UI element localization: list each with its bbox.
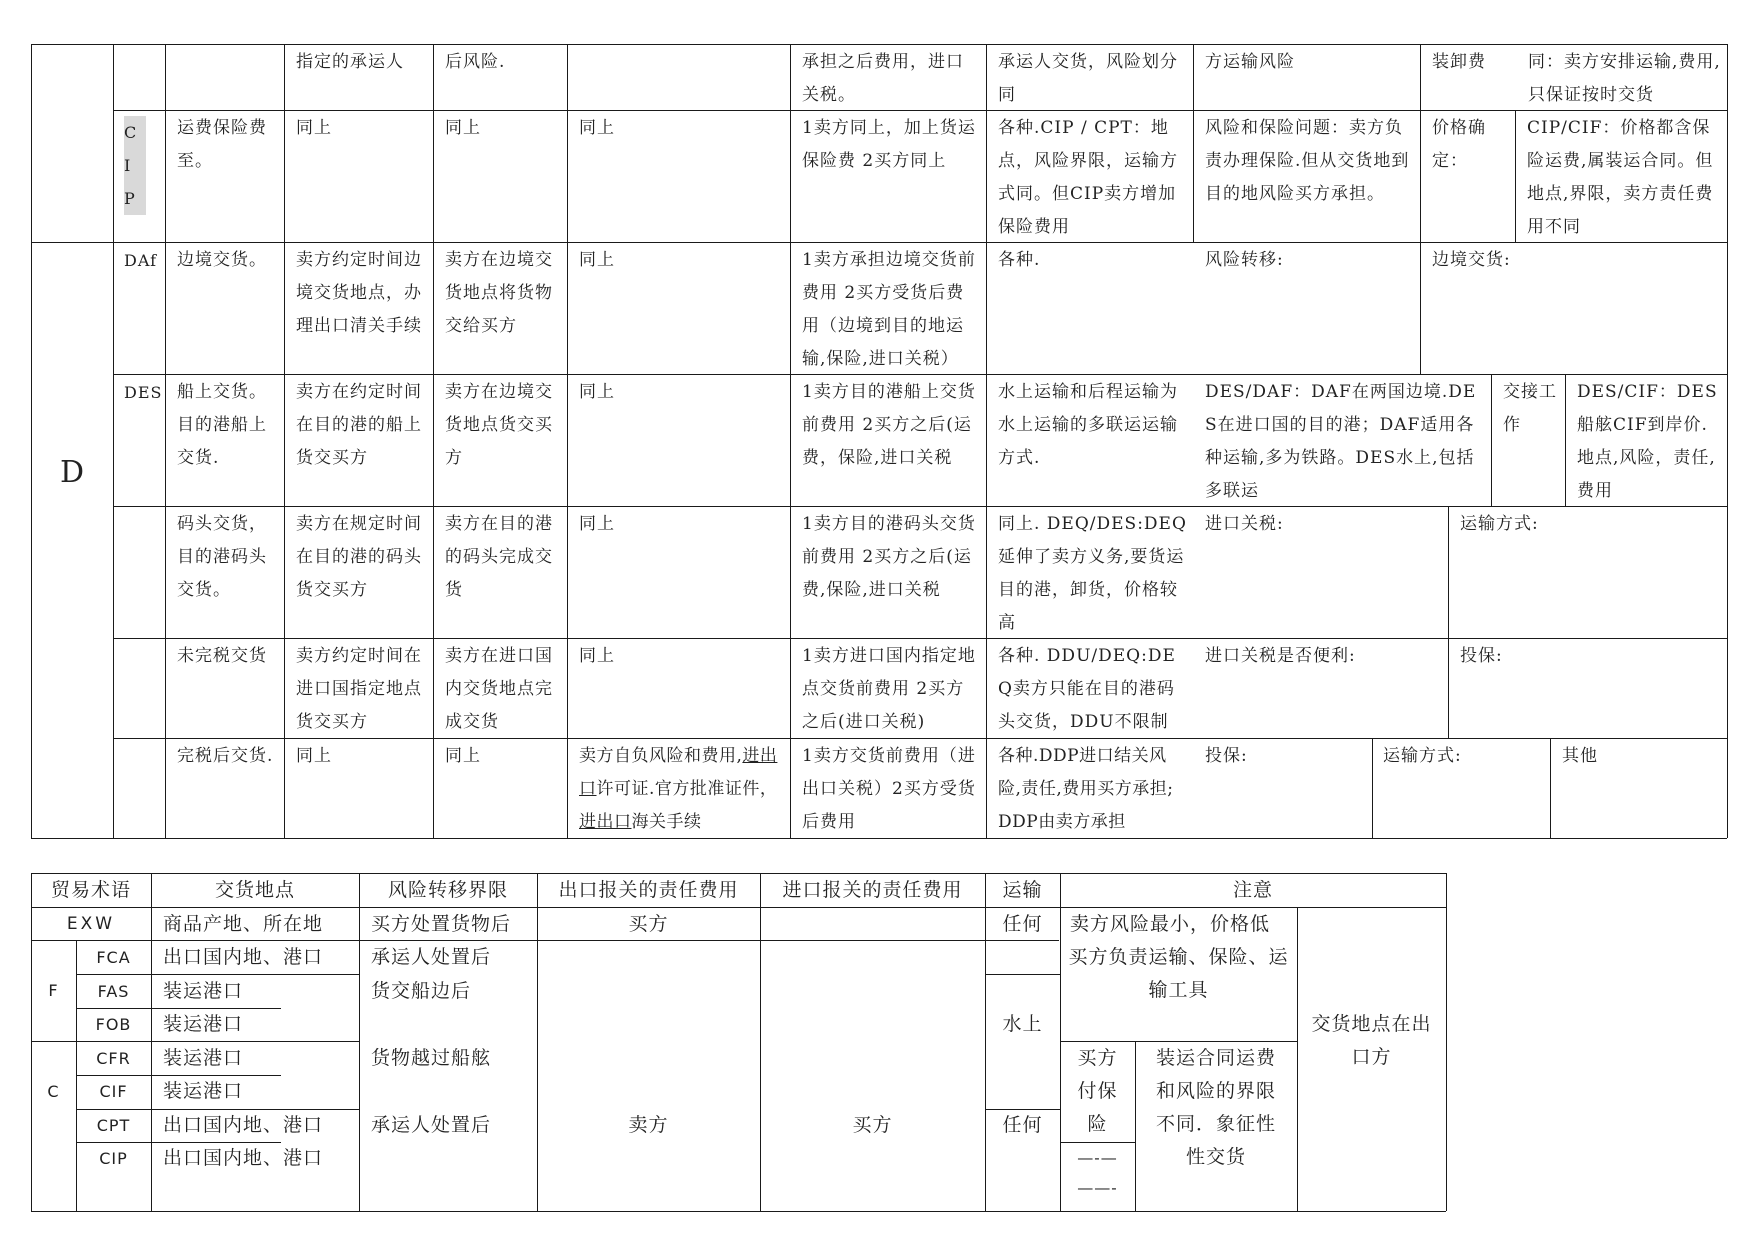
term-fas: FAS <box>97 982 130 1001</box>
exw-term: EXW <box>66 914 116 934</box>
header-note: 注意 <box>1232 879 1273 901</box>
note-export-side: 交货地点在出口方 <box>1311 1013 1432 1068</box>
term-fob: FOB <box>95 1015 132 1034</box>
cip-transport: 各种.CIP / CPT：地点，风险界限，运输方式同。但CIP卖方增加保险费用 <box>998 118 1178 237</box>
term-cip: CIP <box>99 1149 128 1168</box>
place-cfr: 装运港口 <box>163 1047 244 1069</box>
daf-c5: 同上 <box>579 250 615 270</box>
ddp-note2: 运输方式: <box>1383 746 1462 766</box>
ddu-c4: 卖方在进口国内交货地点完成交货 <box>445 646 553 732</box>
ddu-note1: 进口关税是否便利: <box>1205 646 1356 666</box>
ddu-cost: 1卖方进口国内指定地点交货前费用 2买方之后(进口关税) <box>802 646 976 732</box>
ddp-c5-c: 许可证.官方批准证件， <box>596 779 778 799</box>
risk-cpt: 承运人处置后 <box>371 1114 492 1136</box>
exw-export: 买方 <box>628 913 669 935</box>
ddp-c5-b: 进出口 <box>579 746 778 799</box>
deq-c5: 同上 <box>579 514 615 534</box>
export-seller: 卖方 <box>628 1114 669 1136</box>
ddp-c5-a: 卖方自负风险和费用, <box>579 746 743 766</box>
daf-name: 边境交货。 <box>177 250 267 270</box>
term-cif: CIF <box>99 1082 128 1101</box>
ddp-name: 完税后交货. <box>177 746 274 766</box>
note-c: 装运合同运费和风险的界限不同．象征性性交货 <box>1155 1047 1276 1168</box>
place-cip: 出口国内地、港口 <box>163 1147 324 1169</box>
term-fca: FCA <box>96 948 131 967</box>
daf-cost: 1卖方承担边境交货前费用 2买方受货后费用（边境到目的地运输,保险,进口关税） <box>802 250 976 369</box>
cip-cost: 1卖方同上，加上货运保险费 2买方同上 <box>802 118 976 171</box>
r0-note1: 方运输风险 <box>1205 52 1295 72</box>
daf-c4: 卖方在边境交货地点将货物交给买方 <box>445 250 553 336</box>
header-term: 贸易术语 <box>50 879 131 901</box>
group-label-c: C <box>47 1082 60 1101</box>
ddp-c5 <box>579 740 784 839</box>
cip-note2: 价格确定： <box>1432 118 1486 171</box>
place-cif: 装运港口 <box>163 1080 244 1102</box>
exw-place: 商品产地、所在地 <box>163 913 324 935</box>
ddu-transport: 各种. DDU/DEQ:DEQ卖方只能在目的港码头交货，DDU不限制 <box>998 646 1176 732</box>
cip-c4: 同上 <box>445 118 481 138</box>
header-export: 出口报关的责任费用 <box>558 879 739 901</box>
header-risk: 风险转移界限 <box>387 879 508 901</box>
place-cpt: 出口国内地、港口 <box>163 1114 324 1136</box>
cip-name: 运费保险费至。 <box>177 118 267 171</box>
group-label-d: D <box>59 455 85 490</box>
des-note2: 交接工作 <box>1503 382 1557 435</box>
des-c3: 卖方在约定时间在目的港的船上货交买方 <box>296 382 422 468</box>
r0-cost: 承担之后费用，进口关税。 <box>802 52 964 105</box>
deq-note1: 进口关税: <box>1205 514 1284 534</box>
risk-fas: 货交船边后 <box>371 980 472 1002</box>
term-cfr: CFR <box>96 1049 131 1068</box>
r0-carrier: 指定的承运人 <box>296 52 404 72</box>
r0-risk: 后风险. <box>445 52 506 72</box>
transport-water: 水上 <box>1002 1013 1043 1035</box>
ddu-c5: 同上 <box>579 646 615 666</box>
risk-fca: 承运人处置后 <box>371 946 492 968</box>
deq-c4: 卖方在目的港的码头完成交货 <box>445 514 553 600</box>
place-fob: 装运港口 <box>163 1013 244 1035</box>
des-c4: 卖方在边境交货地点货交买方 <box>445 382 553 468</box>
ddu-c3: 卖方约定时间在进口国指定地点货交买方 <box>296 646 422 732</box>
header-import: 进口报关的责任费用 <box>782 879 963 901</box>
header-place: 交货地点 <box>214 879 295 901</box>
cip-code: CIP <box>124 116 146 215</box>
ddp-note3: 其他 <box>1562 746 1598 766</box>
r0-transport: 承运人交货，风险划分同 <box>998 52 1178 105</box>
header-transport: 运输 <box>1002 879 1043 901</box>
ddp-note1: 投保: <box>1205 746 1248 766</box>
cip-note3: CIP/CIF：价格都含保险运费,属装运合同。但地点,界限，卖方责任费用不同 <box>1527 118 1714 237</box>
note-f: 买方负责运输、保险、运输工具 <box>1068 946 1289 1001</box>
des-cost: 1卖方目的港船上交货前费用 2买方之后(运费，保险,进口关税 <box>802 382 976 468</box>
deq-note2: 运输方式: <box>1460 514 1539 534</box>
group-label-f: F <box>48 981 59 1000</box>
des-code: DES <box>124 383 163 402</box>
note-buyer-insurance: 买方付保险 <box>1077 1047 1118 1135</box>
des-note1: DES/DAF：DAF在两国边境.DES在进口国的目的港；DAF适用各种运输,多为铁路。DES水上,包括多联运 <box>1205 382 1477 501</box>
transport-any: 任何 <box>1002 1114 1043 1136</box>
deq-c3: 卖方在规定时间在目的港的码头货交买方 <box>296 514 422 600</box>
ddp-c4: 同上 <box>445 746 481 766</box>
deq-cost: 1卖方目的港码头交货前费用 2买方之后(运费,保险,进口关税 <box>802 514 976 600</box>
place-fas: 装运港口 <box>163 980 244 1002</box>
cip-note1: 风险和保险问题：卖方负责办理保险.但从交货地到目的地风险买方承担。 <box>1205 118 1410 204</box>
daf-c3: 卖方约定时间边境交货地点，办理出口清关手续 <box>296 250 422 336</box>
deq-name: 码头交货，目的港码头交货。 <box>177 514 267 600</box>
daf-transport: 各种. <box>998 250 1041 270</box>
ddp-c5-e: 海关手续 <box>631 812 702 832</box>
ddp-c3: 同上 <box>296 746 332 766</box>
risk-ship: 货物越过船舷 <box>371 1047 492 1069</box>
daf-code: DAf <box>124 251 158 270</box>
r0-note3: 同：卖方安排运输,费用,只保证按时交货 <box>1528 52 1721 105</box>
ddp-c5-d: 进出口 <box>579 812 632 832</box>
exw-risk: 买方处置货物后 <box>371 913 512 935</box>
ddu-note2: 投保: <box>1460 646 1503 666</box>
des-transport: 水上运输和后程运输为水上运输的多联运运输方式. <box>998 382 1178 468</box>
ddp-transport: 各种.DDP进口结关风险,责任,费用买方承担;DDP由卖方承担 <box>998 746 1174 832</box>
des-name: 船上交货。目的港船上交货. <box>177 382 267 468</box>
import-buyer: 买方 <box>852 1114 893 1136</box>
deq-transport: 同上. DEQ/DES:DEQ延伸了卖方义务,要货运目的港，卸货，价格较高 <box>998 514 1187 633</box>
place-fca: 出口国内地、港口 <box>163 946 324 968</box>
note-dash: —-— ——- <box>1077 1148 1118 1197</box>
cip-c5: 同上 <box>579 118 615 138</box>
ddu-name: 未完税交货 <box>177 646 267 666</box>
daf-note2: 边境交货: <box>1432 250 1511 270</box>
term-cpt: CPT <box>96 1116 131 1135</box>
des-c5: 同上 <box>579 382 615 402</box>
exw-note: 卖方风险最小，价格低 <box>1070 913 1271 935</box>
exw-transport: 任何 <box>1002 913 1043 935</box>
ddp-cost: 1卖方交货前费用（进出口关税）2买方受货后费用 <box>802 746 976 832</box>
r0-note2: 装卸费 <box>1432 52 1486 72</box>
cip-c3: 同上 <box>296 118 332 138</box>
daf-note1: 风险转移: <box>1205 250 1284 270</box>
des-note3: DES/CIF：DES船舷CIF到岸价.地点,风险，责任,费用 <box>1577 382 1718 501</box>
